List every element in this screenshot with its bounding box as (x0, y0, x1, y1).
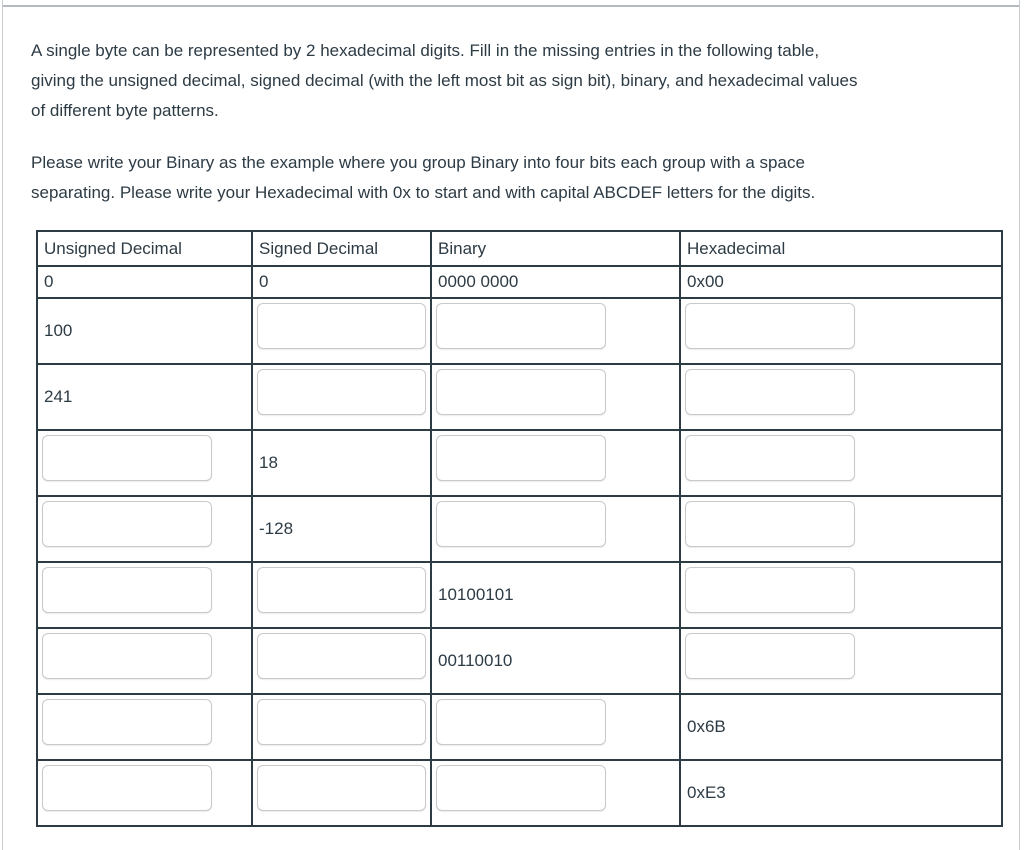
given-value-cell (252, 496, 431, 562)
answer-input-r9c1[interactable] (42, 765, 212, 811)
answer-input-r5c4[interactable] (685, 501, 855, 547)
col-header-binary: Binary (431, 231, 680, 266)
answer-input-r2c2[interactable] (257, 303, 426, 349)
cell-value: 0 (259, 272, 269, 291)
answer-input-r7c4[interactable] (685, 633, 855, 679)
answer-input-r8c1[interactable] (42, 699, 212, 745)
given-value-cell (431, 266, 680, 298)
answer-cell (680, 364, 1002, 430)
answer-input-r3c3[interactable] (436, 369, 606, 415)
answer-input-r5c3[interactable] (436, 501, 606, 547)
answer-cell (431, 430, 680, 496)
answer-input-r9c2[interactable] (257, 765, 426, 811)
prompt-paragraph-1 (31, 36, 991, 126)
cell-value: -128 (259, 519, 294, 538)
col-header-hexadecimal: Hexadecimal (680, 231, 1002, 266)
answer-cell (37, 496, 252, 562)
cell-value: 18 (259, 453, 278, 472)
answer-cell (252, 628, 431, 694)
answer-cell (431, 496, 680, 562)
byte-conversion-table (36, 230, 1003, 827)
cell-value: 0xE3 (687, 783, 726, 802)
answer-cell (37, 694, 252, 760)
cell-value: 0x00 (687, 272, 724, 291)
col-header-signed-decimal: Signed Decimal (252, 231, 431, 266)
table-row-2 (37, 298, 1002, 364)
cell-value: 100 (44, 321, 73, 340)
answer-cell (37, 562, 252, 628)
answer-cell (431, 364, 680, 430)
answer-cell (252, 694, 431, 760)
given-value-cell (431, 562, 680, 628)
cell-value: 241 (44, 387, 73, 406)
answer-input-r4c1[interactable] (42, 435, 212, 481)
cell-value: 00110010 (438, 651, 513, 670)
cell-value: 10100101 (438, 585, 514, 604)
answer-cell (252, 562, 431, 628)
given-value-cell (680, 266, 1002, 298)
answer-cell (37, 430, 252, 496)
answer-cell (37, 628, 252, 694)
cell-value: 0000 0000 (438, 272, 519, 291)
prompt-line: separating. Please write your Hexadecimal with 0x to start and with capital ABCDEF letters for the digits. (31, 183, 816, 202)
answer-input-r6c1[interactable] (42, 567, 212, 613)
answer-input-r7c2[interactable] (257, 633, 426, 679)
table-row-9 (37, 760, 1002, 826)
prompt-paragraph-2 (31, 148, 991, 208)
answer-input-r3c2[interactable] (257, 369, 426, 415)
answer-cell (431, 760, 680, 826)
answer-input-r2c3[interactable] (436, 303, 606, 349)
answer-input-r3c4[interactable] (685, 369, 855, 415)
answer-cell (431, 694, 680, 760)
answer-cell (680, 628, 1002, 694)
table-row-5 (37, 496, 1002, 562)
table-header-row (37, 231, 1002, 266)
answer-cell (431, 298, 680, 364)
answer-input-r6c4[interactable] (685, 567, 855, 613)
answer-cell (680, 298, 1002, 364)
answer-input-r4c3[interactable] (436, 435, 606, 481)
answer-input-r9c3[interactable] (436, 765, 606, 811)
answer-input-r8c2[interactable] (257, 699, 426, 745)
table-row-1 (37, 266, 1002, 298)
given-value-cell (680, 760, 1002, 826)
answer-cell (37, 760, 252, 826)
answer-input-r2c4[interactable] (685, 303, 855, 349)
answer-input-r4c4[interactable] (685, 435, 855, 481)
question-header-divider (3, 0, 1019, 7)
answer-cell (252, 760, 431, 826)
given-value-cell (252, 266, 431, 298)
given-value-cell (680, 694, 1002, 760)
cell-value: 0x6B (687, 717, 726, 736)
answer-cell (680, 430, 1002, 496)
table-row-8 (37, 694, 1002, 760)
given-value-cell (431, 628, 680, 694)
col-header-unsigned-decimal: Unsigned Decimal (37, 231, 252, 266)
prompt-line: A single byte can be represented by 2 hexadecimal digits. Fill in the missing entries in the following table, (31, 41, 820, 60)
table-row-4 (37, 430, 1002, 496)
question-body (3, 7, 1019, 827)
given-value-cell (37, 298, 252, 364)
given-value-cell (252, 430, 431, 496)
prompt-line: giving the unsigned decimal, signed decimal (with the left most bit as sign bit), binary, and hexadecimal values (31, 71, 858, 90)
prompt-line: of different byte patterns. (31, 101, 219, 120)
answer-cell (680, 496, 1002, 562)
table-row-6 (37, 562, 1002, 628)
cell-value: 0 (44, 272, 54, 291)
answer-cell (252, 364, 431, 430)
prompt-line: Please write your Binary as the example where you group Binary into four bits each group with a space (31, 153, 805, 172)
answer-input-r7c1[interactable] (42, 633, 212, 679)
quiz-question-panel (2, 0, 1020, 850)
answer-input-r6c2[interactable] (257, 567, 426, 613)
given-value-cell (37, 266, 252, 298)
answer-cell (252, 298, 431, 364)
answer-input-r8c3[interactable] (436, 699, 606, 745)
given-value-cell (37, 364, 252, 430)
question-prompt (31, 36, 991, 208)
answer-input-r5c1[interactable] (42, 501, 212, 547)
answer-cell (680, 562, 1002, 628)
table-row-3 (37, 364, 1002, 430)
table-row-7 (37, 628, 1002, 694)
